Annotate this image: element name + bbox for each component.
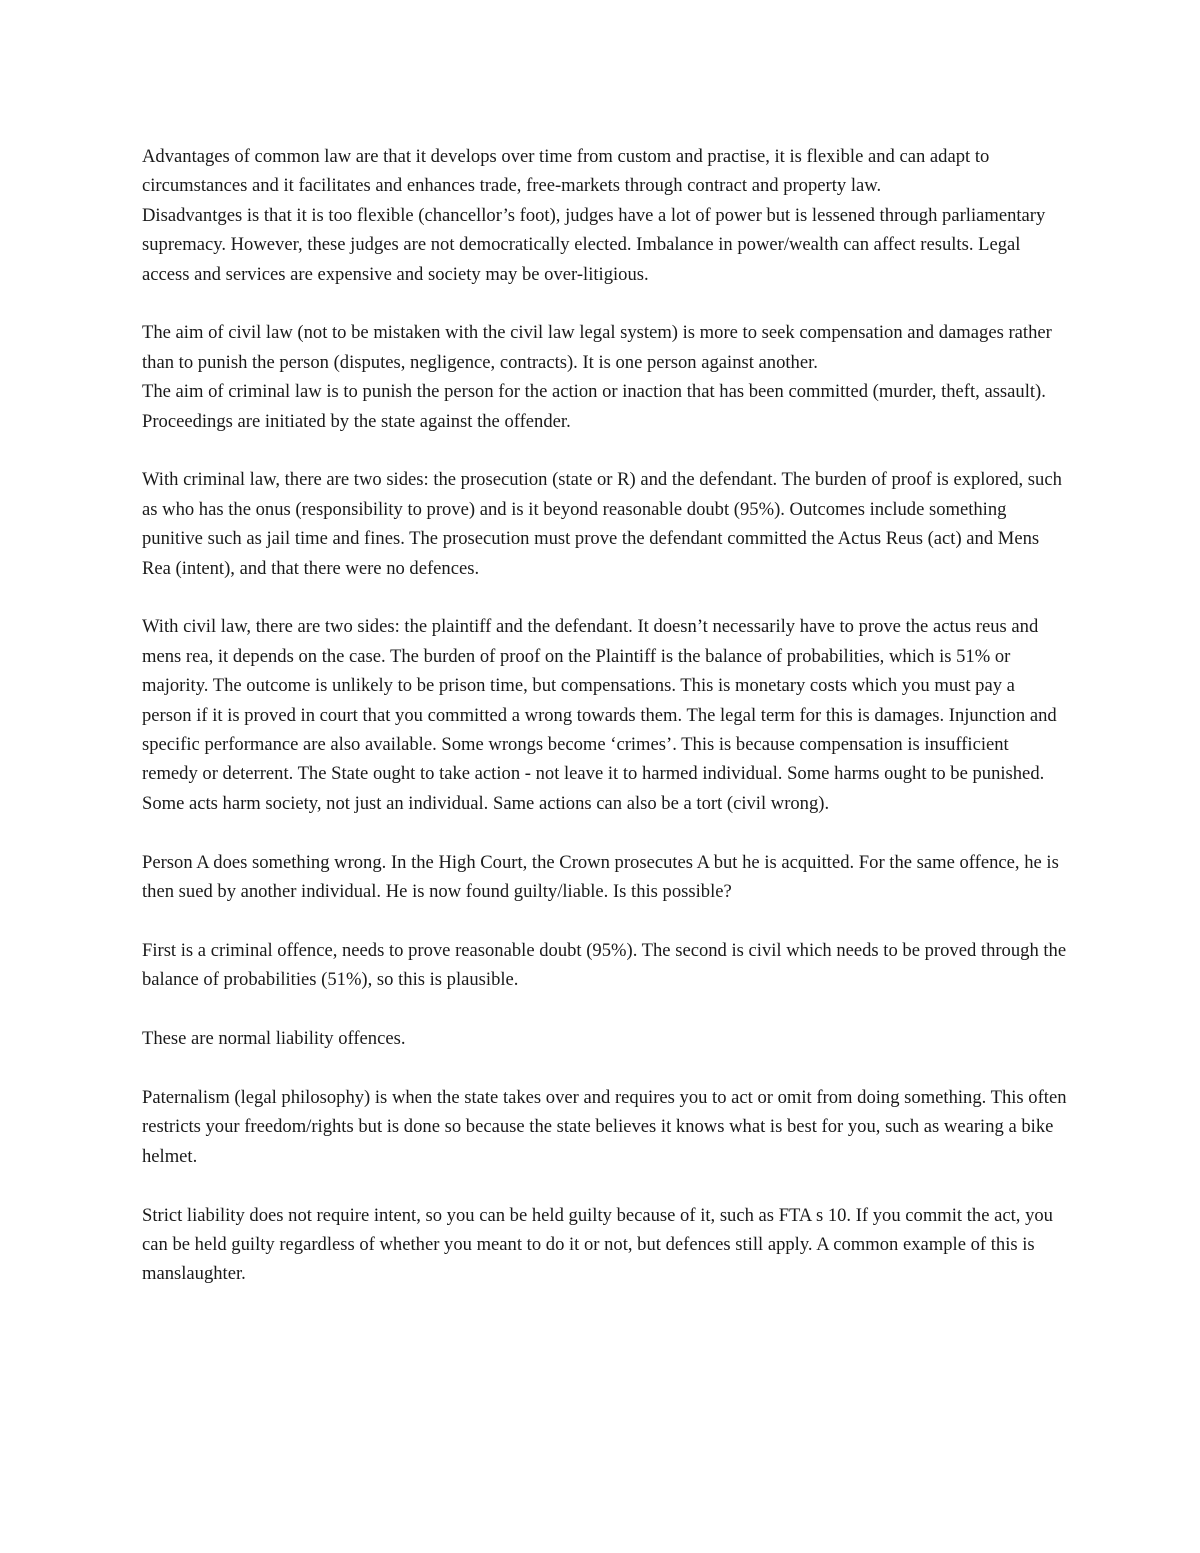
paragraph-gap	[142, 583, 1067, 612]
paragraph-gap	[142, 818, 1067, 847]
paragraph-civil-law-sides: With civil law, there are two sides: the plaintiff and the defendant. It doesn’t necessarily have to prove the actus reus and mens rea, it depends on the case. The burden of proof on the Plaintiff is the balance of probabilities, which is 51% or majority. The outcome is unlikely to be prison time, but compensations. This is monetary costs which you must pay a person if it is proved in court that you committed a wrong towards them. The legal term for this is damages. Injunction and specific performance are also available. Some wrongs become ‘crimes’. This is because compensation is insufficient remedy or deterrent. The State ought to take action - not leave it to harmed individual. Some harms ought to be punished. Some acts harm society, not just an individual. Same actions can also be a tort (civil wrong).	[142, 616, 1057, 814]
paragraph-criminal-law-aim: The aim of criminal law is to punish the person for the action or inaction that has been committed (murder, theft, assault). Proceedings are initiated by the state against the offender.	[142, 381, 1046, 432]
paragraph-person-a-scenario: Person A does something wrong. In the High Court, the Crown prosecutes A but he is acquitted. For the same offence, he is then sued by another individual. He is now found guilty/liable. Is this possible?	[142, 851, 1059, 903]
paragraph-paternalism: Paternalism (legal philosophy) is when the state takes over and requires you to act or omit from doing something. This often restricts your freedom/rights but is done so because the state believes it knows what is best for you, such as wearing a bike helmet.	[142, 1086, 1067, 1167]
paragraph-strict-liability: Strict liability does not require intent, so you can be held guilty because of it, such as FTA s 10. If you commit the act, you can be held guilty regardless of whether you meant to do it or not, but defences still apply. A common example of this is manslaughter.	[142, 1204, 1053, 1285]
paragraph-gap	[142, 1054, 1067, 1083]
paragraph-gap	[142, 436, 1067, 465]
paragraph-normal-liability: These are normal liability offences.	[142, 1028, 406, 1050]
paragraph-civil-law-aim: The aim of civil law (not to be mistaken with the civil law legal system) is more to seek compensation and damages rather than to punish the person (disputes, negligence, contracts). It is one person against another.	[142, 322, 1052, 373]
paragraph-scenario-answer: First is a criminal offence, needs to prove reasonable doubt (95%). The second is civil which needs to be proved through the balance of probabilities (51%), so this is plausible.	[142, 939, 1067, 991]
paragraph-common-law-disadvantages: Disadvantges is that it is too flexible (chancellor’s foot), judges have a lot of power but is lessened through parliamentary supremacy. However, these judges are not democratically elected. Imbalance in power/wealth can affect results. Legal access and services are expensive and society may be over-litigious.	[142, 204, 1046, 285]
paragraph-gap	[142, 907, 1067, 936]
paragraph-gap	[142, 1171, 1067, 1200]
paragraph-criminal-law-sides: With criminal law, there are two sides: the prosecution (state or R) and the defendant. The burden of proof is explored, such as who has the onus (responsibility to prove) and is it beyond reasonable doubt (95%). Outcomes include something punitive such as jail time and fines. The prosecution must prove the defendant committed the Actus Reus (act) and Mens Rea (intent), and that there were no defences.	[142, 469, 1062, 579]
paragraph-common-law-advantages: Advantages of common law are that it develops over time from custom and practise, it is flexible and can adapt to circumstances and it facilitates and enhances trade, free-markets through contract and property law.	[142, 146, 990, 197]
paragraph-gap	[142, 289, 1067, 318]
paragraph-gap	[142, 995, 1067, 1024]
document-body	[142, 142, 1067, 1289]
